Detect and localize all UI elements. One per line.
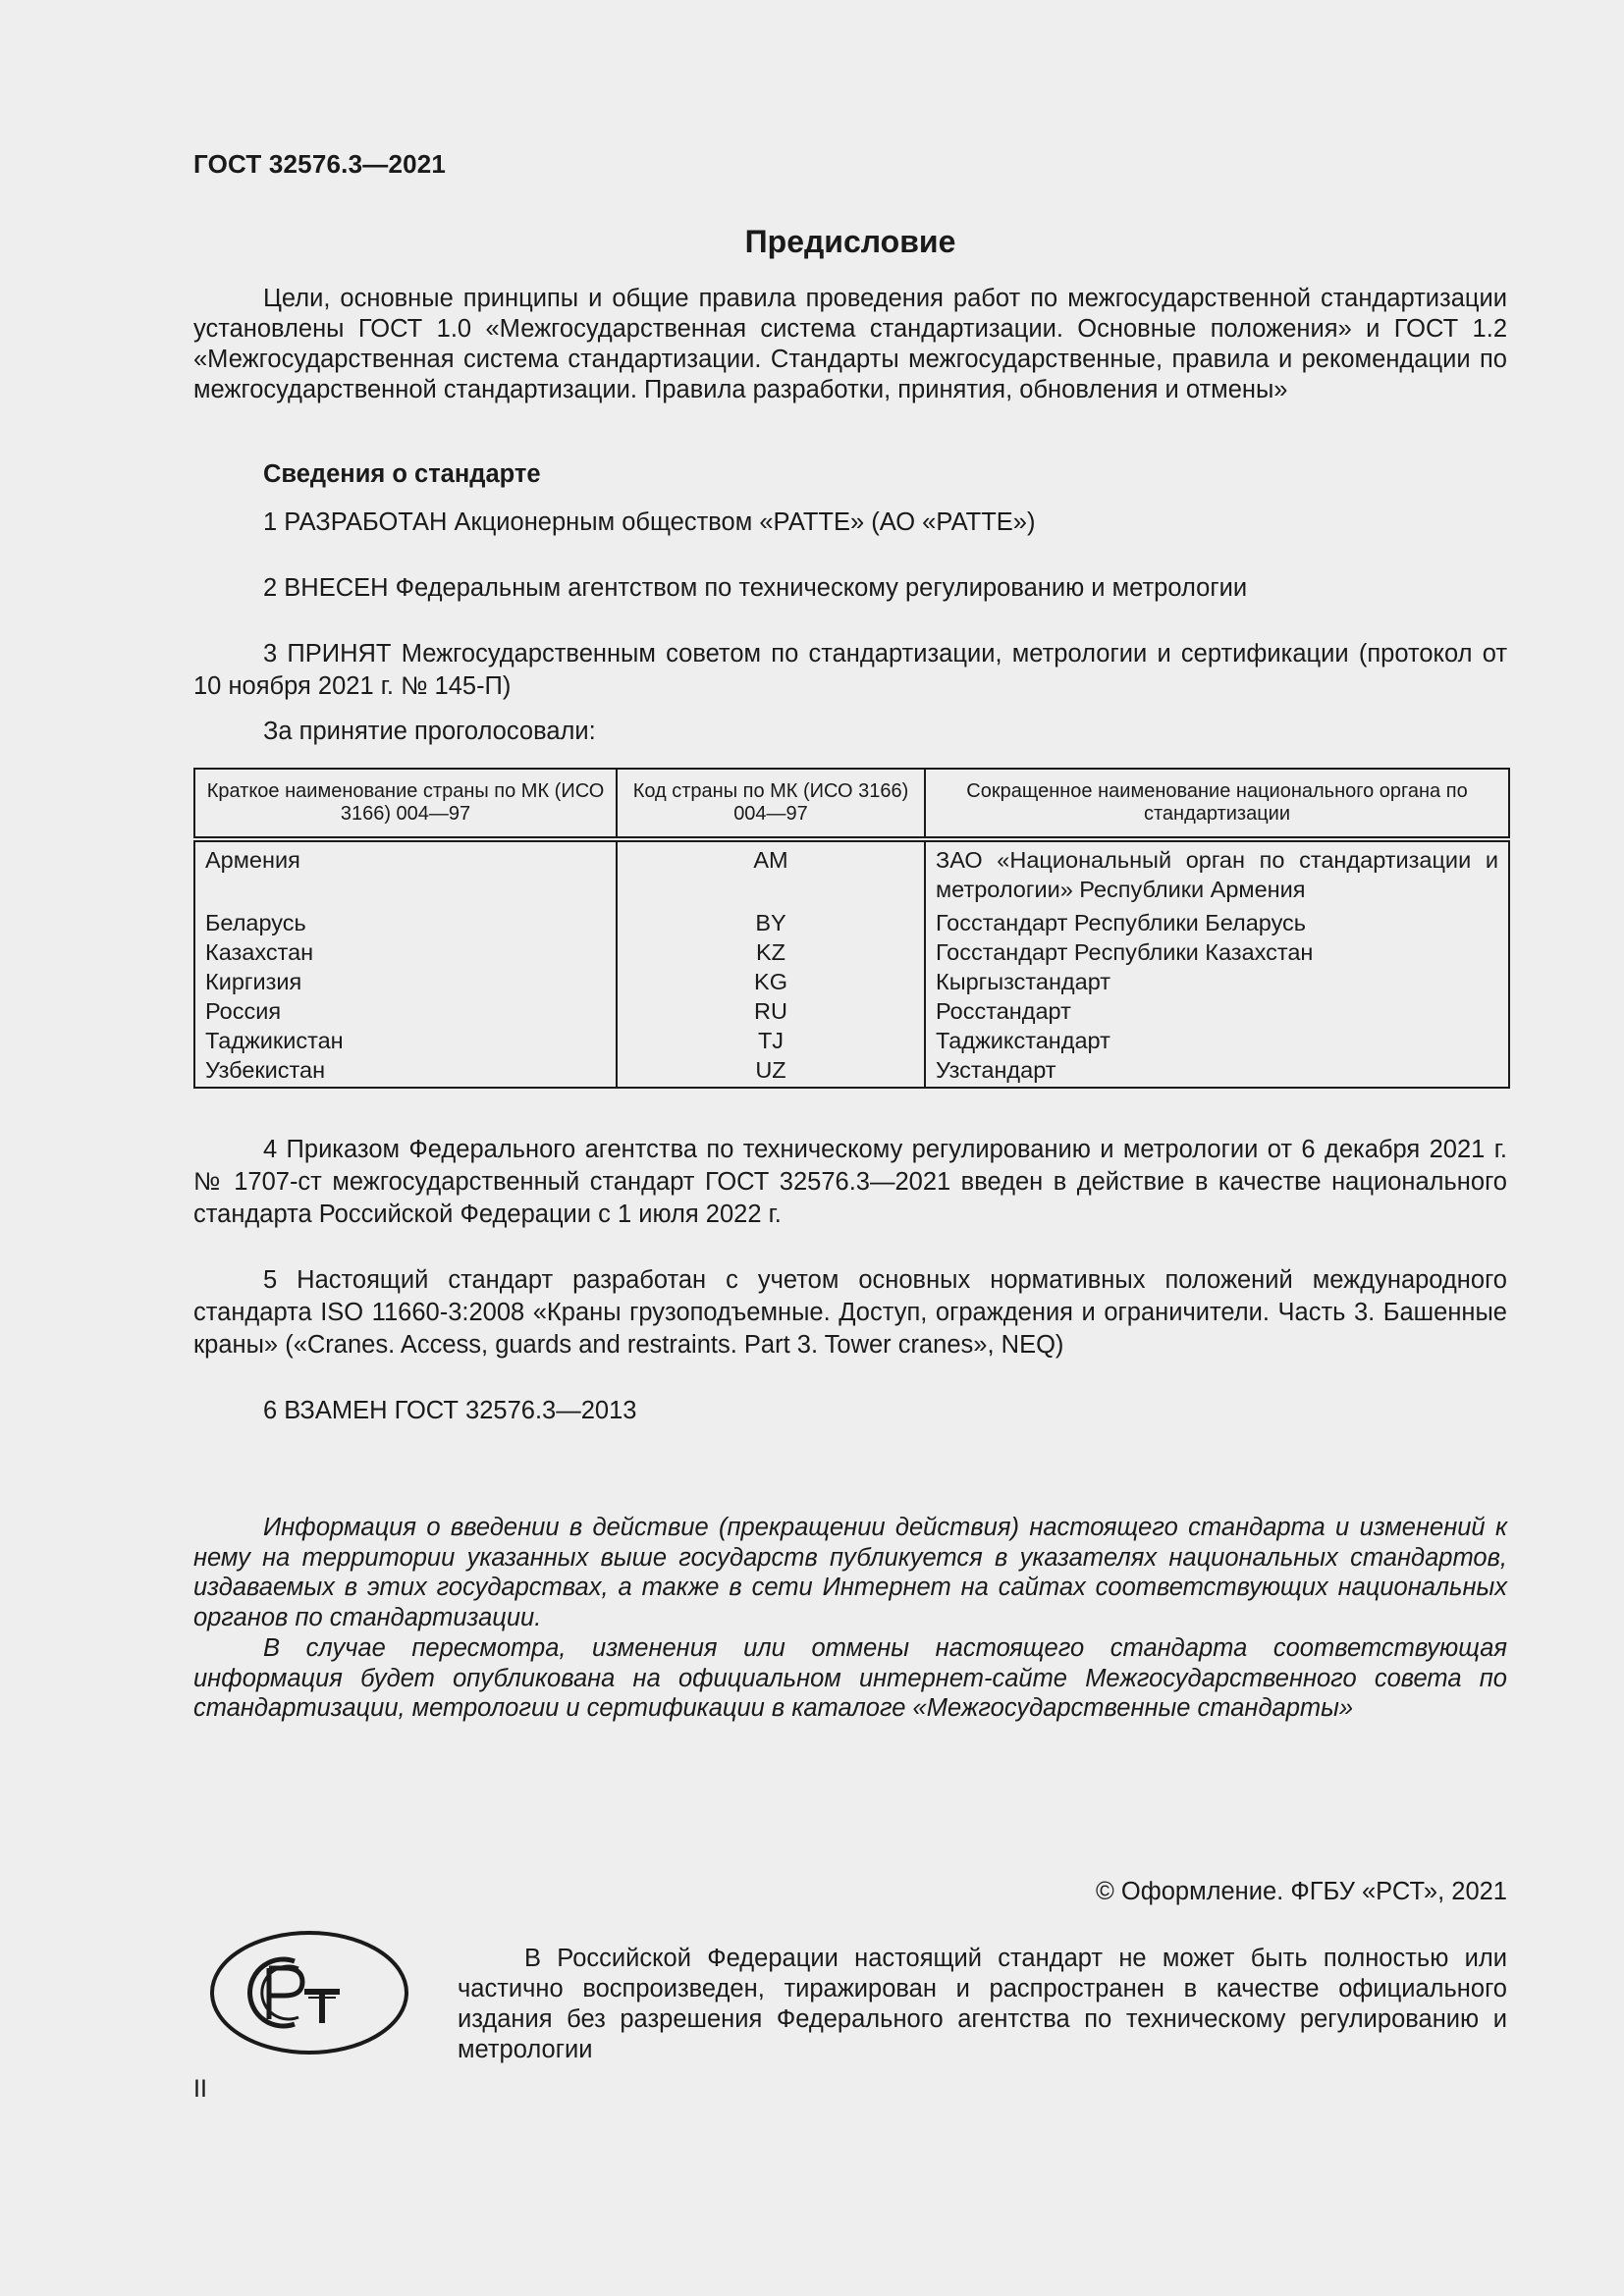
code-cell: KG [617, 967, 925, 996]
table-row [194, 908, 1509, 937]
country-cell: Таджикистан [205, 1028, 344, 1053]
intro-paragraph: Цели, основные принципы и общие правила проведения работ по межгосударственной стандартизации установлены ГОСТ 1.0 «Межгосударственная система стандартизации. Основные положения» и ГОСТ 1.2 «Межгосударственная система стандартизации. Стандарты межгосударственные, правила и рекомендации по межгосударственной стандартизации. Правила разработки, принятия, обновления и отмены» [193, 285, 1507, 403]
body-cell: Кыргызстандарт [925, 967, 1509, 996]
item-introduced: 2 ВНЕСЕН Федеральным агентством по техническому регулированию и метрологии [263, 574, 1248, 602]
code-cell: UZ [617, 1055, 925, 1088]
page-number: II [193, 2075, 207, 2103]
item-developed: 1 РАЗРАБОТАН Акционерным обществом «РАТТЕ» (АО «РАТТЕ») [263, 508, 1036, 536]
rst-logo-icon [208, 1929, 410, 2056]
voting-table [193, 768, 1510, 1089]
country-cell: Беларусь [205, 910, 306, 935]
item-adopted: 3 ПРИНЯТ Межгосударственным советом по стандартизации, метрологии и сертификации (протокол от 10 ноября 2021 г. № 145-П) [193, 640, 1507, 700]
country-cell: Киргизия [205, 969, 302, 994]
rst-logo [208, 1929, 410, 2056]
body-cell: Таджикстандарт [925, 1026, 1509, 1055]
copyright-line: © Оформление. ФГБУ «РСТ», 2021 [1096, 1878, 1507, 1905]
code-cell: AM [617, 839, 925, 908]
section-heading: Сведения о стандарте [263, 460, 541, 488]
info-paragraph-2: В случае пересмотра, изменения или отмены настоящего стандарта соответствующая информация будет опубликована на официальном интернет-сайте Межгосударственного совета по стандартизации, метрологии и сертификации в каталоге «Межгосударственные стандарты» [193, 1634, 1507, 1722]
document-id: ГОСТ 32576.3—2021 [193, 149, 447, 179]
country-cell: Армения [205, 847, 300, 873]
body-cell: Госстандарт Республики Беларусь [925, 908, 1509, 937]
body-cell: ЗАО «Национальный орган по стандартизации и метрологии» Республики Армения [925, 839, 1509, 908]
page-title: Предисловие [744, 224, 956, 259]
country-cell: Узбекистан [205, 1057, 326, 1083]
info-paragraph-1: Информация о введении в действие (прекращении действия) настоящего стандарта и изменений к нему на территории указанных выше государств публикуется в указателях национальных стандартов, издаваемых в этих государствах, а также в сети Интернет на сайтах соответствующих национальных органов по стандартизации. [193, 1514, 1507, 1631]
table-row [194, 967, 1509, 996]
table-row [194, 1055, 1509, 1088]
item-enacted: 4 Приказом Федерального агентства по техническому регулированию и метрологии от 6 декабря 2021 г. № 1707-ст межгосударственный стандарт ГОСТ 32576.3—2021 введен в действие в качестве национального стандарта Российской Федерации с 1 июля 2022 г. [193, 1136, 1507, 1228]
code-cell: TJ [617, 1026, 925, 1055]
column-header-body: Сокращенное наименование национального органа по стандартизации [925, 769, 1509, 839]
country-cell: Россия [205, 998, 282, 1024]
code-cell: RU [617, 996, 925, 1026]
column-header-code: Код страны по МК (ИСО 3166) 004—97 [617, 769, 925, 839]
code-cell: KZ [617, 937, 925, 967]
body-cell: Росстандарт [925, 996, 1509, 1026]
table-header-row [194, 769, 1509, 839]
table-row [194, 1026, 1509, 1055]
table-row [194, 937, 1509, 967]
table-row [194, 839, 1509, 908]
table-row [194, 996, 1509, 1026]
body-cell: Госстандарт Республики Казахстан [925, 937, 1509, 967]
voted-label: За принятие проголосовали: [263, 718, 596, 745]
column-header-country: Краткое наименование страны по МК (ИСО 3166) 004—97 [194, 769, 617, 839]
item-replaces: 6 ВЗАМЕН ГОСТ 32576.3—2013 [263, 1397, 637, 1424]
item-based-on: 5 Настоящий стандарт разработан с учетом основных нормативных положений международного стандарта ISO 11660-3:2008 «Краны грузоподъемные. Доступ, ограждения и ограничители. Часть 3. Башенные краны» («Cranes. Access, guards and restraints. Part 3. Tower cranes», NEQ) [193, 1266, 1507, 1359]
country-cell: Казахстан [205, 939, 314, 965]
code-cell: BY [617, 908, 925, 937]
body-cell: Узстандарт [925, 1055, 1509, 1088]
reproduction-notice: В Российской Федерации настоящий стандарт не может быть полностью или частично воспроизведен, тиражирован и распространен в качестве официального издания без разрешения Федерального агентства по техническому регулированию и метрологии [458, 1945, 1507, 2063]
